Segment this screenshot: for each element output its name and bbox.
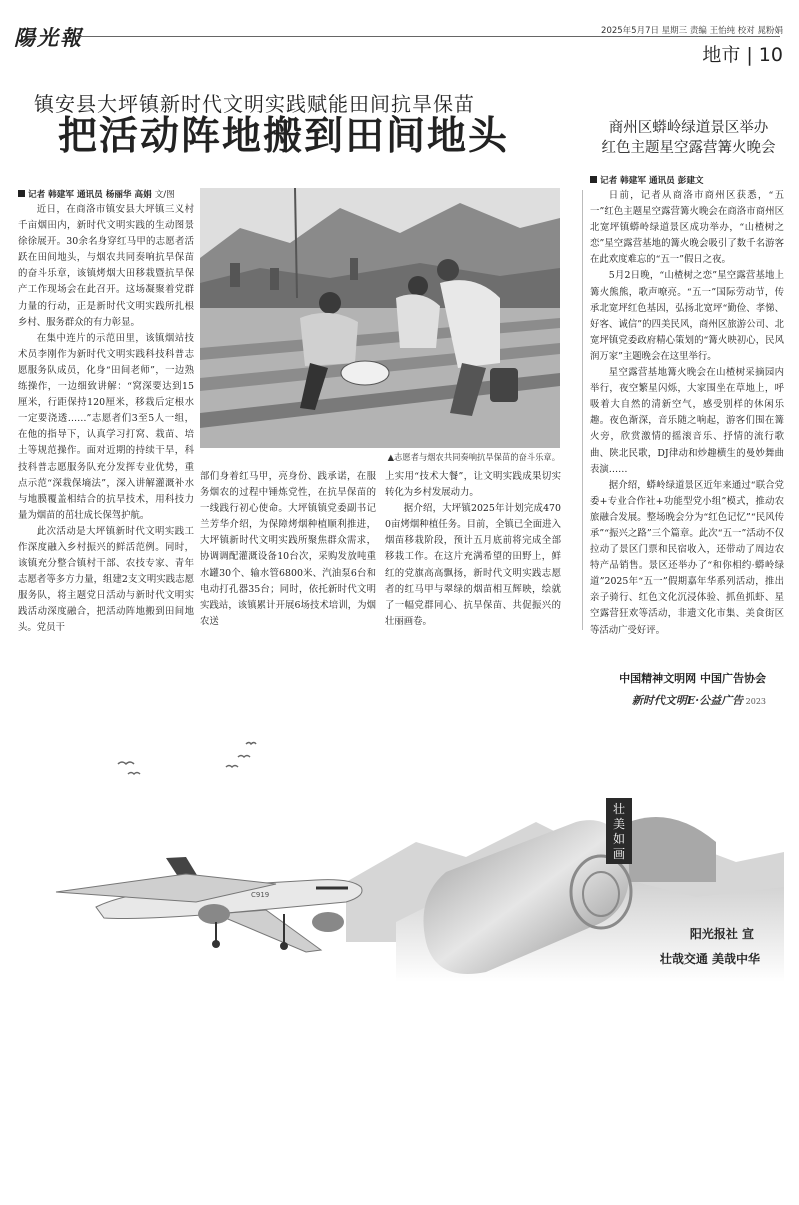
paragraph: 上实用“技术大餐”，让文明实践成果切实转化为乡村发展动力。 bbox=[385, 471, 561, 499]
newspaper-logo: 陽光報 bbox=[14, 25, 83, 50]
article2-byline bbox=[590, 174, 784, 188]
byline-square-icon bbox=[590, 176, 597, 183]
airplane bbox=[56, 857, 362, 952]
ad-logo bbox=[632, 692, 766, 708]
article1-column-2 bbox=[200, 469, 376, 630]
ad-sponsor: 阳光报社 宣 bbox=[689, 927, 754, 941]
seal-char: 壮 bbox=[612, 802, 625, 816]
seal-char: 如 bbox=[612, 832, 625, 846]
paragraph: 近日，在商洛市镇安县大坪镇三义村千亩烟田内，新时代文明实践的生动图景徐徐展开。30余名身穿红马甲的志愿者活跃在田间地头，与烟农共同奏响抗旱保苗的奋斗乐章，该镇烤烟大田移栽暨抗旱保产工作现场会在此召开。这场凝聚着党群力量的行动，正是新时代文明实践所扎根乡村、服务群众的有力彰显。 bbox=[18, 204, 194, 328]
plane-registration: C919 bbox=[251, 891, 270, 899]
paragraph: 部们身着红马甲，亮身份、践承诺，在服务烟农的过程中锤炼党性，在抗旱保苗的一线践行初心使命。大坪镇镇党委副书记兰芳华介绍，为保障烤烟种植顺利推进，大坪镇新时代文明实践所聚焦群众需求，协调调配灌溉设备10台次，采购发放吨重水罐30个、输水管6800米、汽油泵6台和电动打孔器35台；同时，依托新时代文明实践站，该镇累计开展6场技术培训，为烟农送 bbox=[200, 471, 376, 627]
article2-headline bbox=[586, 118, 791, 158]
paragraph: 据介绍，大坪镇2025年计划完成4700亩烤烟种植任务。目前，全镇已全面进入烟苗移栽阶段，预计五月底前将完成全部移栽工作。在这片充满希望的田野上，鲜红的党旗高高飘扬，新时代文明实践志愿者的红马甲与翠绿的烟苗相互辉映，绘就了一幅党群同心、抗旱保苗、共促振兴的壮丽画卷。 bbox=[385, 503, 561, 627]
article1-column-3 bbox=[385, 469, 561, 630]
article1-photo bbox=[200, 188, 560, 448]
article2-column bbox=[590, 174, 784, 639]
ad-logo-year: 2023 bbox=[745, 697, 766, 706]
article2-byline-text: 记者 韩建军 通讯员 彭建文 bbox=[600, 176, 704, 186]
paragraph: 5月2日晚，“山楂树之恋”星空露营基地上篝火熊熊，歌声嘹亮。“五一”国际劳动节，传承北宽坪红色基因，弘扬北宽坪“勤俭、孝悌、好客、诚信”的四美民风，商州区旅游公司、北宽坪镇党委政府精心策划的“篝火映初心，民风润万家”主题晚会在这里举行。 bbox=[590, 270, 784, 362]
photo-caption: ▲志愿者与烟农共同奏响抗旱保苗的奋斗乐章。 bbox=[387, 452, 560, 462]
paragraph: 日前，记者从商洛市商州区获悉，“五一”红色主题星空露营篝火晚会在商洛市商州区北宽坪镇蟒岭绿道景区成功举办，“山楂树之恋”星空露营基地的篝火晚会吸引了数千名游客在此欢度难忘的“五一”假日之夜。 bbox=[590, 190, 784, 266]
paragraph: 在集中连片的示范田里，该镇烟站技术员李刚作为新时代文明实践科技科普志愿服务队成员，化身“田间老师”，一边熟练操作，一边细致讲解：“窝深要达到15厘米，行距保持120厘米，移栽后定根水一定要浇透……”志愿者们3至5人一组，在他的指导下，认真学习打窝、栽苗、培土等规范操作。面对近期的持续干旱，科技科普志愿服务队充分发挥专业优势，重点示范“深栽保墒法”，深入讲解灌溉补水与地膜覆盖相结合的抗旱技术，用科技力量为烟苗的茁壮成长保驾护航。 bbox=[18, 332, 194, 521]
article1-subhead: 镇安县大坪镇新时代文明实践赋能田间抗旱保苗 bbox=[34, 92, 475, 116]
article1-byline bbox=[18, 188, 194, 202]
masthead-rule bbox=[80, 36, 780, 37]
article1-byline-note: 文/图 bbox=[154, 190, 175, 200]
ad-logo-text: 新时代文明E·公益广告 bbox=[631, 694, 744, 707]
ad-slogan: 壮哉交通 美哉中华 bbox=[659, 952, 760, 966]
paragraph: 此次活动是大坪镇新时代文明实践工作深度融入乡村振兴的鲜活范例。同时，该镇充分整合镇村干部、农技专家、青年志愿者等多方力量，组建2支文明实践志愿服务队，将主题党日活动与新时代文明实践活动深度融合，把活动阵地搬到田间地头。党员干 bbox=[18, 525, 194, 634]
masthead bbox=[0, 0, 799, 64]
birds bbox=[118, 743, 256, 775]
article1-headline: 把活动阵地搬到田间地头 bbox=[58, 114, 510, 159]
article1-byline-text: 记者 韩建军 通讯员 杨丽华 高娟 bbox=[28, 190, 152, 200]
byline-square-icon bbox=[18, 190, 25, 197]
article2-headline-line1: 商州区蟒岭绿道景区举办 bbox=[608, 120, 769, 136]
column-divider bbox=[582, 190, 583, 630]
dateline: 2025年5月7日 星期三 责编 王怡纯 校对 晁粉娟 bbox=[601, 26, 783, 36]
public-service-ad bbox=[16, 652, 784, 1182]
paragraph: 据介绍，蟒岭绿道景区近年来通过“联合党委+专业合作社+功能型党小组”模式，推动农旅融合发展。整场晚会分为“红色记忆”“民风传承”“振兴之路”三个篇章。此次“五一”活动不仅拉动了景区门票和民宿收入，还带动了周边农特产品销售。景区还举办了“和你相约·蟒岭绿道”2025年“五一”假期嘉年华系列活动，推出亲子骑行、红色文化沉浸体验、抓鱼抓虾、星空露营狂欢等活动，非遗文化市集、美食街区等活动广受好评。 bbox=[590, 479, 784, 636]
ad-illustration bbox=[16, 652, 784, 1182]
article2-headline-line2: 红色主题星空露营篝火晚会 bbox=[601, 140, 776, 156]
seal-char: 美 bbox=[612, 817, 625, 831]
paragraph: 星空露营基地篝火晚会在山楂树采摘园内举行，夜空繁星闪烁，大家围坐在草地上，呼吸着大自然的清新空气，感受别样的休闲乐趣。夜色渐深，音乐随之响起，游客们围在篝火旁，欣赏激情的摇滚音乐、抒情的流行歌曲、陕北民歌，DJ律动和炒趣横生的曼妙舞曲表演…… bbox=[590, 367, 784, 475]
section-label: 地市 | 10 bbox=[702, 44, 783, 66]
ad-organizers: 中国精神文明网 中国广告协会 bbox=[619, 672, 766, 685]
article1-column-1 bbox=[18, 188, 194, 637]
seal-char: 画 bbox=[612, 847, 625, 861]
ad-seal bbox=[606, 798, 632, 864]
